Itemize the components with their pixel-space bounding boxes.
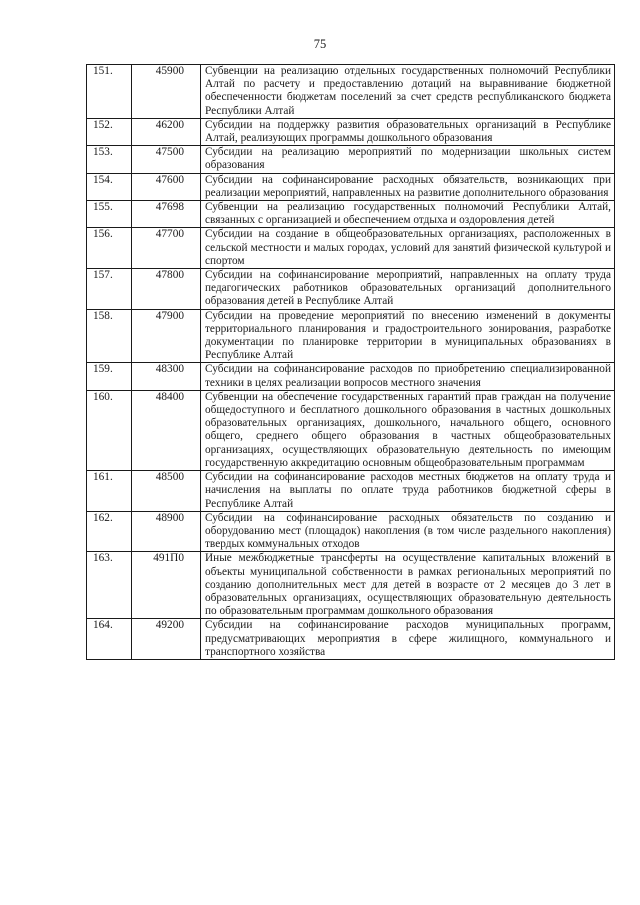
row-code-cell: 46200 [132, 118, 201, 145]
row-description-cell: Субсидии на создание в общеобразовательных организациях, расположенных в сельской местности и малых городах, условий для занятий физической культурой и спортом [201, 228, 615, 269]
row-description-cell: Субсидии на софинансирование расходов по приобретению специализированной техники в целях реализации вопросов местного значения [201, 363, 615, 390]
row-code-cell: 47600 [132, 173, 201, 200]
table-body [87, 65, 615, 660]
row-description-cell: Субсидии на софинансирование расходов местных бюджетов на оплату труда и начисления на выплаты по оплате труда работников бюджетной сферы в Республике Алтай [201, 471, 615, 512]
table-row [87, 309, 615, 363]
row-code-cell: 48900 [132, 511, 201, 552]
row-description-cell: Субвенции на реализацию отдельных государственных полномочий Республики Алтай по расчету и предоставлению дотаций на выравнивание бюджетной обеспеченности бюджетам поселений за счет средств республиканского бюджета Республики Алтай [201, 65, 615, 119]
row-description-cell: Иные межбюджетные трансферты на осуществление капитальных вложений в объекты муниципальной собственности в рамках региональных мероприятий по созданию дополнительных мест для детей в возрасте от 2 месяцев до 3 лет в образовательных организациях, осуществляющих образовательную деятельность по образовательным программам дошкольного образования [201, 552, 615, 619]
row-code-cell: 491П0 [132, 552, 201, 619]
table-row [87, 619, 615, 660]
row-number-cell: 157. [87, 269, 132, 310]
table-row [87, 146, 615, 173]
table-row [87, 173, 615, 200]
row-description-cell: Субсидии на софинансирование расходных обязательств, возникающих при реализации мероприятий, направленных на развитие дополнительного образования [201, 173, 615, 200]
row-number-cell: 161. [87, 471, 132, 512]
table-row [87, 511, 615, 552]
row-code-cell: 48300 [132, 363, 201, 390]
row-number-cell: 164. [87, 619, 132, 660]
row-description-cell: Субсидии на реализацию мероприятий по модернизации школьных систем образования [201, 146, 615, 173]
row-code-cell: 49200 [132, 619, 201, 660]
row-description-cell: Субсидии на софинансирование расходных обязательств по созданию и оборудованию мест (площадок) накопления (в том числе раздельного накопления) твердых коммунальных отходов [201, 511, 615, 552]
row-number-cell: 163. [87, 552, 132, 619]
row-number-cell: 160. [87, 390, 132, 470]
row-code-cell: 47800 [132, 269, 201, 310]
row-number-cell: 152. [87, 118, 132, 145]
budget-table [86, 64, 615, 660]
table-row [87, 390, 615, 470]
row-code-cell: 47500 [132, 146, 201, 173]
row-number-cell: 156. [87, 228, 132, 269]
row-code-cell: 48500 [132, 471, 201, 512]
table-row [87, 118, 615, 145]
table-row [87, 471, 615, 512]
table-row [87, 269, 615, 310]
row-description-cell: Субвенции на реализацию государственных полномочий Республики Алтай, связанных с организацией и обеспечением отдыха и оздоровления детей [201, 201, 615, 228]
table-row [87, 552, 615, 619]
row-number-cell: 153. [87, 146, 132, 173]
row-description-cell: Субсидии на софинансирование расходов муниципальных программ, предусматривающих мероприятия в сфере жилищного, коммунального и транспортного хозяйства [201, 619, 615, 660]
row-number-cell: 154. [87, 173, 132, 200]
row-description-cell: Субсидии на поддержку развития образовательных организаций в Республике Алтай, реализующих программы дошкольного образования [201, 118, 615, 145]
row-number-cell: 158. [87, 309, 132, 363]
row-code-cell: 47698 [132, 201, 201, 228]
row-number-cell: 155. [87, 201, 132, 228]
row-number-cell: 159. [87, 363, 132, 390]
table-row [87, 201, 615, 228]
row-number-cell: 162. [87, 511, 132, 552]
table-row [87, 65, 615, 119]
table-row [87, 363, 615, 390]
row-description-cell: Субсидии на проведение мероприятий по внесению изменений в документы территориального планирования и градостроительного зонирования, разработке документации по планировке территории в муниципальных образованиях в Республике Алтай [201, 309, 615, 363]
row-code-cell: 48400 [132, 390, 201, 470]
row-number-cell: 151. [87, 65, 132, 119]
page-number: 75 [313, 37, 327, 51]
row-code-cell: 47900 [132, 309, 201, 363]
row-description-cell: Субвенции на обеспечение государственных гарантий прав граждан на получение общедоступного и бесплатного дошкольного образования в частных дошкольных образовательных организациях, дошкольного, начального общего, основного общего, среднего общего образования в частных общеобразовательных организациях, осуществляющих образовательную деятельность по имеющим государственную аккредитацию основным общеобразовательным программам [201, 390, 615, 470]
table-row [87, 228, 615, 269]
row-code-cell: 47700 [132, 228, 201, 269]
row-code-cell: 45900 [132, 65, 201, 119]
row-description-cell: Субсидии на софинансирование мероприятий, направленных на оплату труда педагогических работников образовательных организаций дополнительного образования детей в Республике Алтай [201, 269, 615, 310]
